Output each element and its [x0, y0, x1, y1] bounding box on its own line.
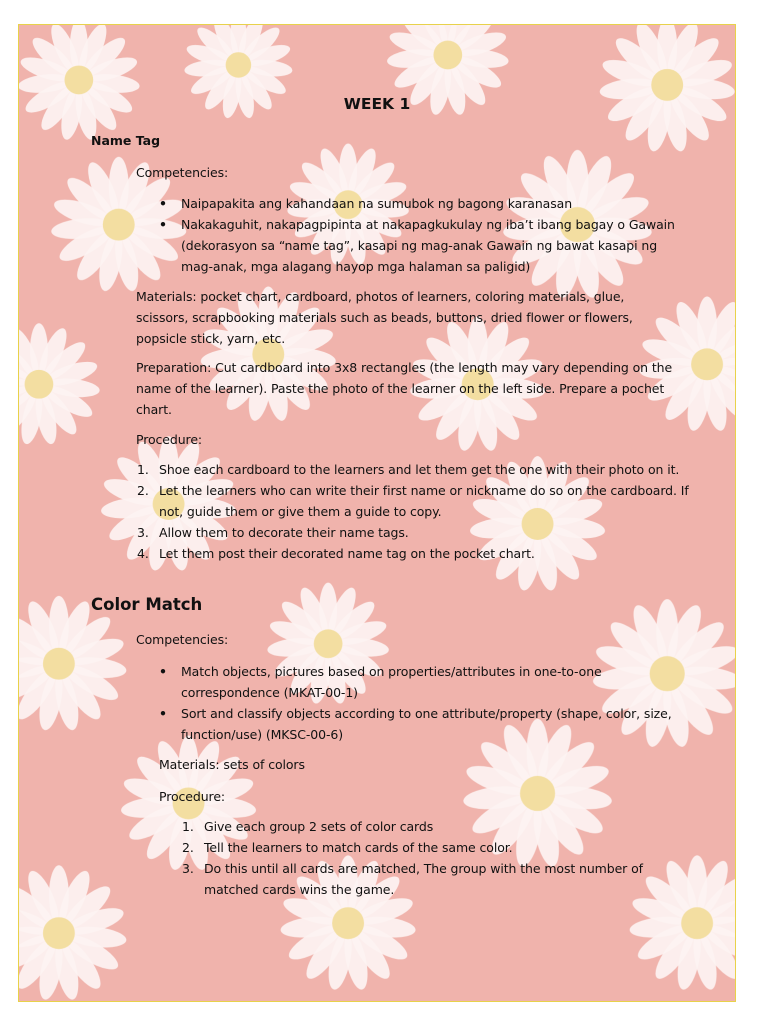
- competencies-label-2: Competencies:: [136, 632, 229, 647]
- procedure-list-2: [182, 816, 674, 900]
- list-item: 1. Give each group 2 sets of color cards: [182, 819, 434, 834]
- competencies-list-2: [159, 661, 681, 745]
- procedure-list-1: [137, 459, 689, 564]
- procedure-label-1: Procedure:: [136, 432, 203, 447]
- document-content: [19, 25, 735, 1001]
- list-item: • Sort and classify objects according to one attribute/property (shape, color, size, function/use) (MKSC-00-6): [181, 703, 681, 745]
- list-item: 3. Allow them to decorate their name tags.: [137, 525, 409, 540]
- name-tag-heading: Name Tag: [91, 133, 161, 148]
- list-item: • Nakakaguhit, nakapagpipinta at nakapagkukulay ng iba’t ibang bagay o Gawain (dekorasyon sa “name tag”, kasapi ng mag-anak Gawain ng bawat kasapi ng mag-anak, mga alagang hayop mga halaman sa paligid): [181, 214, 681, 277]
- competencies-list-1: [159, 193, 681, 277]
- procedure-label-2: Procedure:: [159, 789, 226, 804]
- list-item: 3. Do this until all cards are matched, The group with the most number of matched cards wins the game.: [182, 861, 643, 897]
- list-item: 2. Let the learners who can write their first name or nickname do so on the cardboard. If not, guide them or give them a guide to copy.: [137, 483, 689, 519]
- list-item: 2. Tell the learners to match cards of the same color.: [182, 840, 513, 855]
- document-page: [18, 24, 736, 1002]
- bullet-icon: •: [159, 664, 167, 679]
- week-title: WEEK 1: [343, 95, 411, 113]
- bullet-icon: •: [159, 217, 167, 232]
- bullet-icon: •: [159, 196, 167, 211]
- preparation-text: Preparation: Cut cardboard into 3x8 rectangles (the length may vary depending on the name of the learner). Paste the photo of the learner on the left side. Prepare a pochet chart.: [136, 360, 673, 417]
- list-item: • Match objects, pictures based on properties/attributes in one-to-one correspondence (MKAT-00-1): [181, 661, 681, 703]
- list-item: 4. Let them post their decorated name tag on the pocket chart.: [137, 546, 535, 561]
- color-match-heading: Color Match: [91, 595, 203, 614]
- materials-text-2: Materials: sets of colors: [159, 757, 305, 772]
- list-item: • Naipapakita ang kahandaan na sumubok ng bagong karanasan: [181, 193, 681, 214]
- competencies-label-1: Competencies:: [136, 165, 229, 180]
- bullet-icon: •: [159, 706, 167, 721]
- list-item: 1. Shoe each cardboard to the learners and let them get the one with their photo on it.: [137, 462, 680, 477]
- materials-text-1: Materials: pocket chart, cardboard, photos of learners, coloring materials, glue, scissors, scrapbooking materials such as beads, buttons, dried flower or flowers, popsicle stick, yarn, etc.: [136, 289, 633, 346]
